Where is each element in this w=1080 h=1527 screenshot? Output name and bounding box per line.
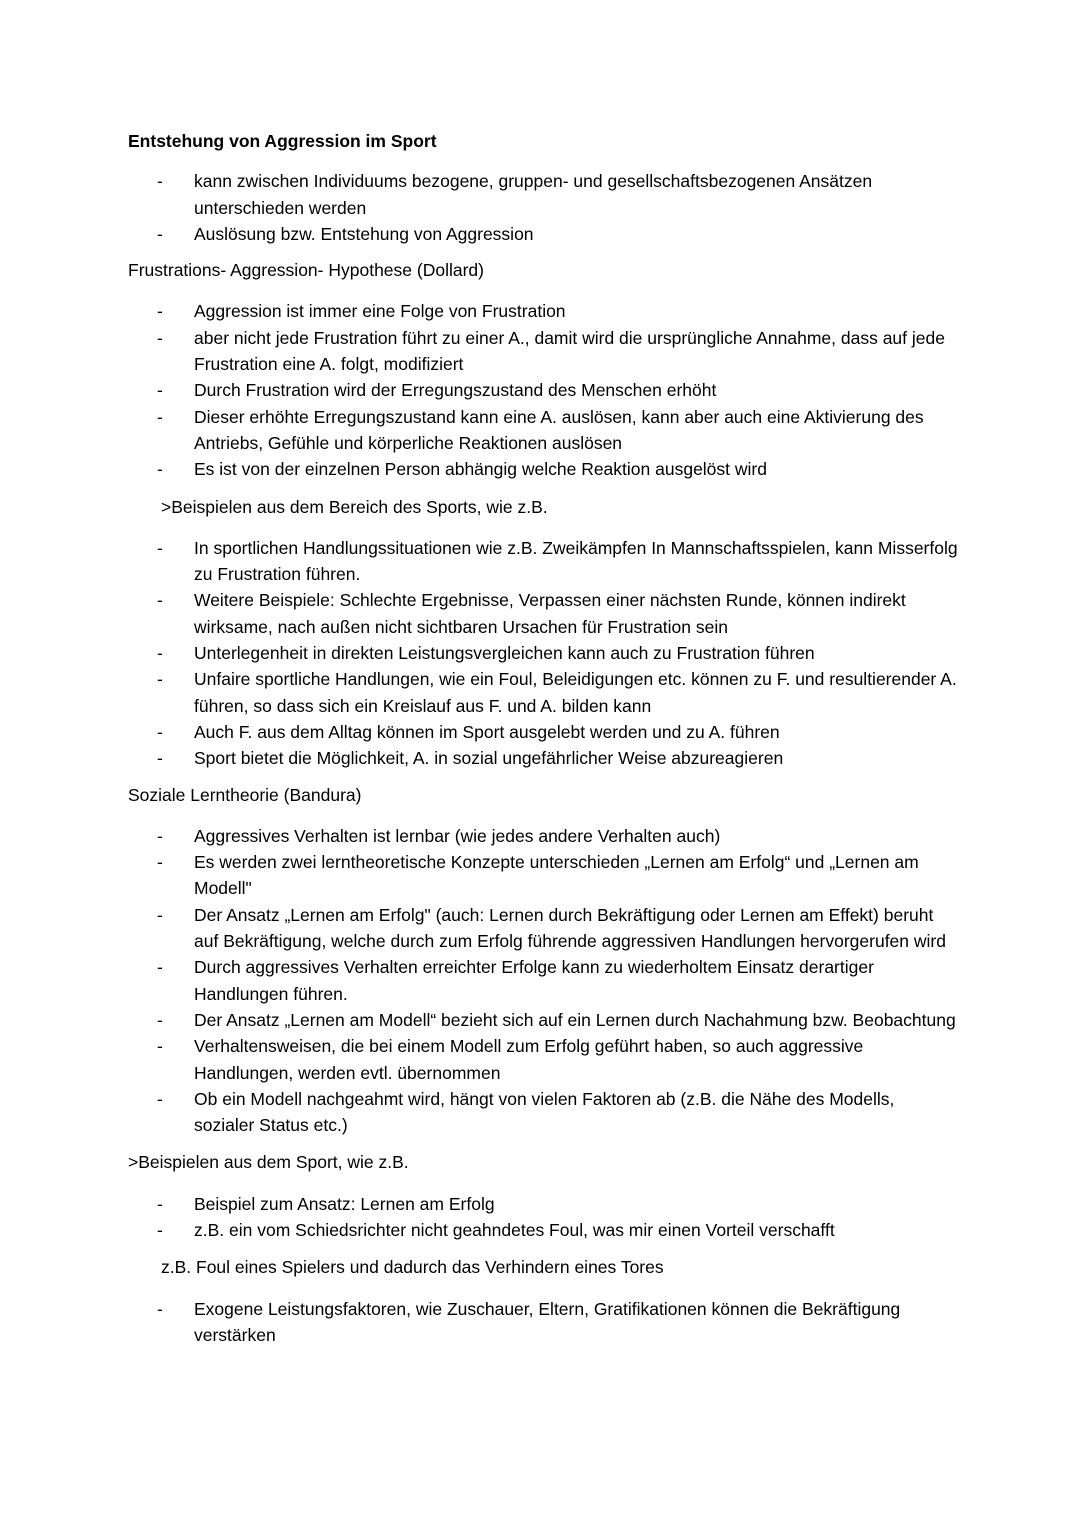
- list-item: - Dieser erhöhte Erregungszustand kann eine A. auslösen, kann aber auch eine Aktivierung des Antriebs, Gefühle und körperliche Reaktionen auslösen: [128, 404, 958, 457]
- list-item: - Der Ansatz „Lernen am Erfolg" (auch: Lernen durch Bekräftigung oder Lernen am Effekt) beruht auf Bekräftigung, welche durch zum Erfolg führende aggressiven Handlungen hervorgerufen wird: [128, 902, 958, 955]
- frustration-heading: Frustrations- Aggression- Hypothese (Dollard): [128, 260, 484, 281]
- social-examples-list: [128, 1191, 958, 1244]
- intro-list: [128, 168, 958, 247]
- list-item: - Verhaltensweisen, die bei einem Modell zum Erfolg geführt haben, so auch aggressive Handlungen, werden evtl. übernommen: [128, 1033, 958, 1086]
- list-item: - kann zwischen Individuums bezogene, gruppen- und gesellschaftsbezogenen Ansätzen unterschieden werden: [128, 168, 958, 221]
- social-examples-heading: >Beispielen aus dem Sport, wie z.B.: [128, 1152, 409, 1173]
- social-final-list: [128, 1296, 958, 1349]
- list-item: - Durch Frustration wird der Erregungszustand des Menschen erhöht: [128, 377, 958, 403]
- list-item: - Es werden zwei lerntheoretische Konzepte unterschieden „Lernen am Erfolg“ und „Lernen am Modell": [128, 849, 958, 902]
- list-item: - Durch aggressives Verhalten erreichter Erfolge kann zu wiederholtem Einsatz derartiger Handlungen führen.: [128, 954, 958, 1007]
- list-item: - Ob ein Modell nachgeahmt wird, hängt von vielen Faktoren ab (z.B. die Nähe des Modells, sozialer Status etc.): [128, 1086, 958, 1139]
- list-item: - Unterlegenheit in direkten Leistungsvergleichen kann auch zu Frustration führen: [128, 640, 958, 666]
- list-item: - Weitere Beispiele: Schlechte Ergebnisse, Verpassen einer nächsten Runde, können indirekt wirksame, nach außen nicht sichtbaren Ursachen für Frustration sein: [128, 587, 958, 640]
- list-item: - Exogene Leistungsfaktoren, wie Zuschauer, Eltern, Gratifikationen können die Bekräftigung verstärken: [128, 1296, 958, 1349]
- list-item: - Der Ansatz „Lernen am Modell“ bezieht sich auf ein Lernen durch Nachahmung bzw. Beobachtung: [128, 1007, 958, 1033]
- list-item: - aber nicht jede Frustration führt zu einer A., damit wird die ursprüngliche Annahme, dass auf jede Frustration eine A. folgt, modifiziert: [128, 325, 958, 378]
- social-note: z.B. Foul eines Spielers und dadurch das Verhindern eines Tores: [161, 1257, 664, 1278]
- list-item: - Aggressives Verhalten ist lernbar (wie jedes andere Verhalten auch): [128, 823, 958, 849]
- list-item: - Aggression ist immer eine Folge von Frustration: [128, 298, 958, 324]
- social-heading: Soziale Lerntheorie (Bandura): [128, 784, 362, 805]
- frustration-list: [128, 298, 958, 482]
- social-list: [128, 823, 958, 1139]
- document-page: [128, 128, 958, 1348]
- frustration-examples-heading: >Beispielen aus dem Bereich des Sports, wie z.B.: [161, 496, 548, 517]
- list-item: - Unfaire sportliche Handlungen, wie ein Foul, Beleidigungen etc. können zu F. und resultierender A. führen, so dass sich ein Kreislauf aus F. und A. bilden kann: [128, 666, 958, 719]
- list-item: - z.B. ein vom Schiedsrichter nicht geahndetes Foul, was mir einen Vorteil verschafft: [128, 1217, 958, 1243]
- list-item: - Es ist von der einzelnen Person abhängig welche Reaktion ausgelöst wird: [128, 456, 958, 482]
- list-item: - Auslösung bzw. Entstehung von Aggression: [128, 221, 958, 247]
- list-item: - Auch F. aus dem Alltag können im Sport ausgelebt werden und zu A. führen: [128, 719, 958, 745]
- list-item: - In sportlichen Handlungssituationen wie z.B. Zweikämpfen In Mannschaftsspielen, kann Misserfolg zu Frustration führen.: [128, 535, 958, 588]
- frustration-examples-list: [128, 535, 958, 772]
- document-title: Entstehung von Aggression im Sport: [128, 131, 437, 151]
- list-item: - Beispiel zum Ansatz: Lernen am Erfolg: [128, 1191, 958, 1217]
- list-item: - Sport bietet die Möglichkeit, A. in sozial ungefährlicher Weise abzureagieren: [128, 745, 958, 771]
